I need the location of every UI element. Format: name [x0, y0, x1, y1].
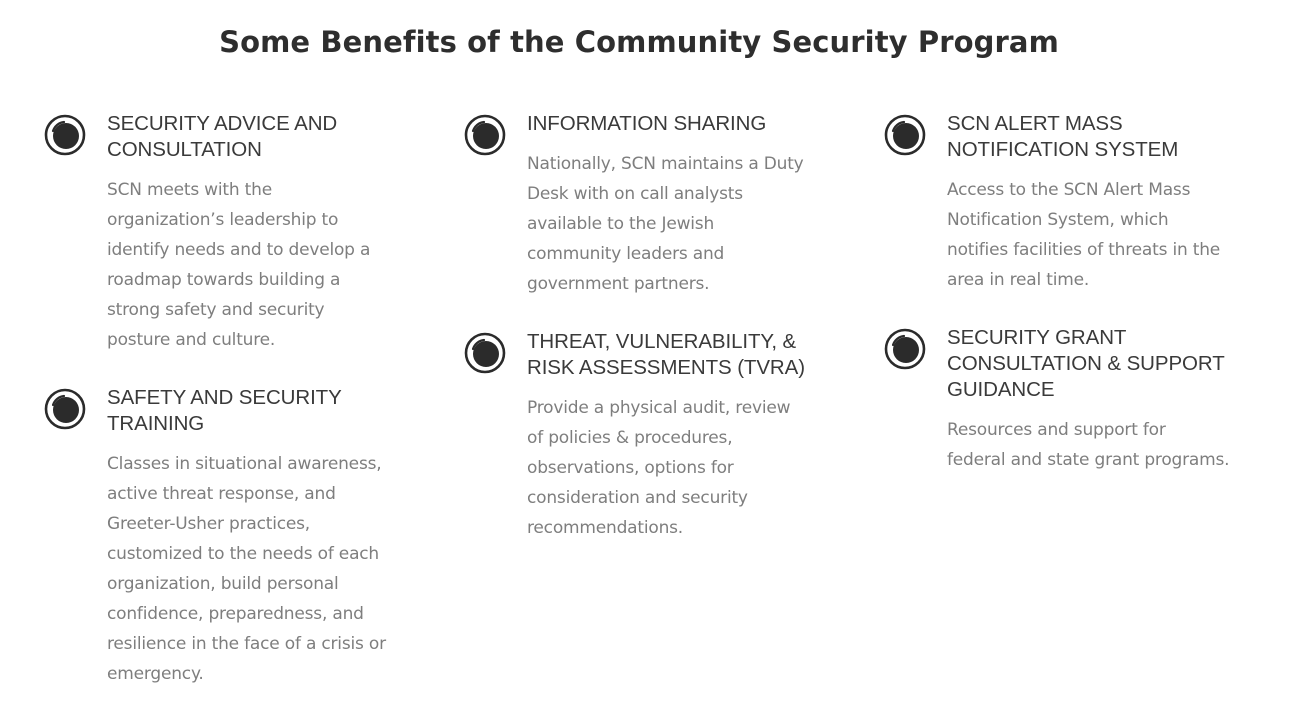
benefit-scn-alert: [884, 111, 1264, 295]
camera-lens-icon: [44, 388, 86, 430]
benefit-heading: THREAT, VULNERABILITY, & RISK ASSESSMENTS (TVRA): [527, 330, 805, 379]
benefit-heading: INFORMATION SHARING: [527, 112, 767, 135]
camera-lens-icon: [464, 114, 506, 156]
benefit-information-sharing: [464, 111, 844, 299]
benefit-security-grant: [884, 325, 1264, 475]
benefit-description: Resources and support for federal and state grant programs.: [947, 420, 1230, 470]
benefits-column-1: [44, 111, 424, 719]
benefit-heading: SECURITY GRANT CONSULTATION & SUPPORT GUIDANCE: [947, 326, 1225, 401]
camera-lens-icon: [884, 114, 926, 156]
benefits-column-3: [884, 111, 1264, 505]
benefit-description: Access to the SCN Alert Mass Notification System, which notifies facilities of threats in the area in real time.: [947, 180, 1221, 290]
benefit-security-advice: [44, 111, 424, 355]
page-title: Some Benefits of the Community Security Program: [219, 25, 1059, 59]
camera-lens-icon: [884, 328, 926, 370]
benefit-description: Nationally, SCN maintains a Duty Desk with on call analysts available to the Jewish community leaders and government partners.: [527, 154, 804, 294]
camera-lens-icon: [464, 332, 506, 374]
benefit-heading: SAFETY AND SECURITY TRAINING: [107, 386, 342, 435]
benefit-heading: SECURITY ADVICE AND CONSULTATION: [107, 112, 338, 161]
benefit-heading: SCN ALERT MASS NOTIFICATION SYSTEM: [947, 112, 1179, 161]
benefit-safety-training: [44, 385, 424, 689]
benefit-description: Provide a physical audit, review of policies & procedures, observations, options for consideration and security recommendations.: [527, 398, 791, 538]
benefits-column-2: [464, 111, 844, 573]
benefit-description: Classes in situational awareness, active threat response, and Greeter-Usher practices, customized to the needs of each organization, build personal confidence, preparedness, and resilience in the face of a crisis or emergency.: [107, 454, 386, 684]
benefit-description: SCN meets with the organization’s leadership to identify needs and to develop a roadmap towards building a strong safety and security posture and culture.: [107, 180, 371, 350]
benefit-tvra: [464, 329, 844, 543]
camera-lens-icon: [44, 114, 86, 156]
